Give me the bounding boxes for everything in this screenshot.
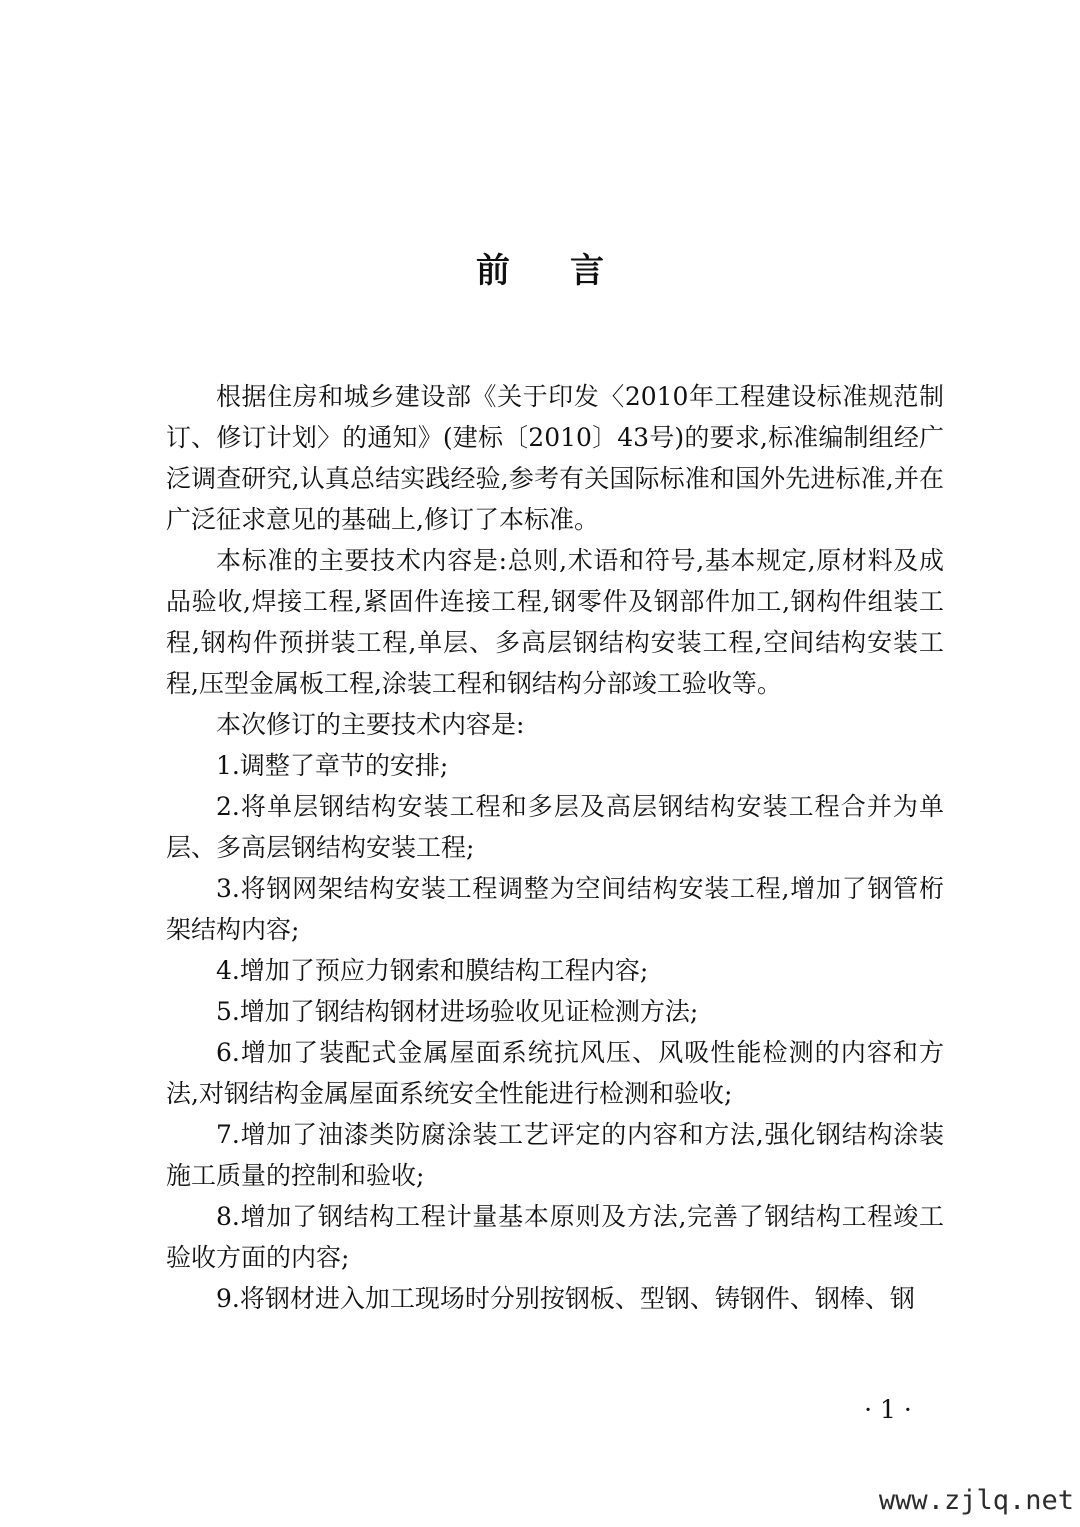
list-item-4: 4.增加了预应力钢索和膜结构工程内容; [216,956,649,985]
watermark-text: www.zjlq.net [878,1485,1074,1516]
paragraph-main-content: 本标准的主要技术内容是:总则,术语和符号,基本规定,原材料及成品验收,焊接工程,紧固件连接工程,钢零件及钢部件加工,钢构件组装工程,钢构件预拼装工程,单层、多高层钢结构安装工程,空间结构安装工程,压型金属板工程,涂装工程和钢结构分部竣工验收等。 [166,546,944,698]
list-item-8: 8.增加了钢结构工程计量基本原则及方法,完善了钢结构工程竣工验收方面的内容; [166,1202,944,1272]
paragraph-revision-intro: 本次修订的主要技术内容是: [216,710,525,739]
list-item-5: 5.增加了钢结构钢材进场验收见证检测方法; [216,997,699,1026]
list-item-6: 6.增加了装配式金属屋面系统抗风压、风吸性能检测的内容和方法,对钢结构金属屋面系统安全性能进行检测和验收; [166,1038,944,1108]
body-text [166,376,944,1319]
list-item-1: 1.调整了章节的安排; [216,751,449,780]
page-title: 前言 [476,251,664,291]
list-item-3: 3.将钢网架结构安装工程调整为空间结构安装工程,增加了钢管桁架结构内容; [166,874,944,944]
page-number: · 1 · [864,1395,912,1424]
list-item-9: 9.将钢材进入加工现场时分别按钢板、型钢、铸钢件、钢棒、钢 [216,1284,915,1313]
paragraph-basis: 根据住房和城乡建设部《关于印发〈2010年工程建设标准规范制订、修订计划〉的通知》(建标〔2010〕43号)的要求,标准编制组经广泛调查研究,认真总结实践经验,参考有关国际标准和国外先进标准,并在广泛征求意见的基础上,修订了本标准。 [166,382,944,534]
list-item-2: 2.将单层钢结构安装工程和多层及高层钢结构安装工程合并为单层、多高层钢结构安装工程; [166,792,944,862]
list-item-7: 7.增加了油漆类防腐涂装工艺评定的内容和方法,强化钢结构涂装施工质量的控制和验收; [166,1120,944,1190]
